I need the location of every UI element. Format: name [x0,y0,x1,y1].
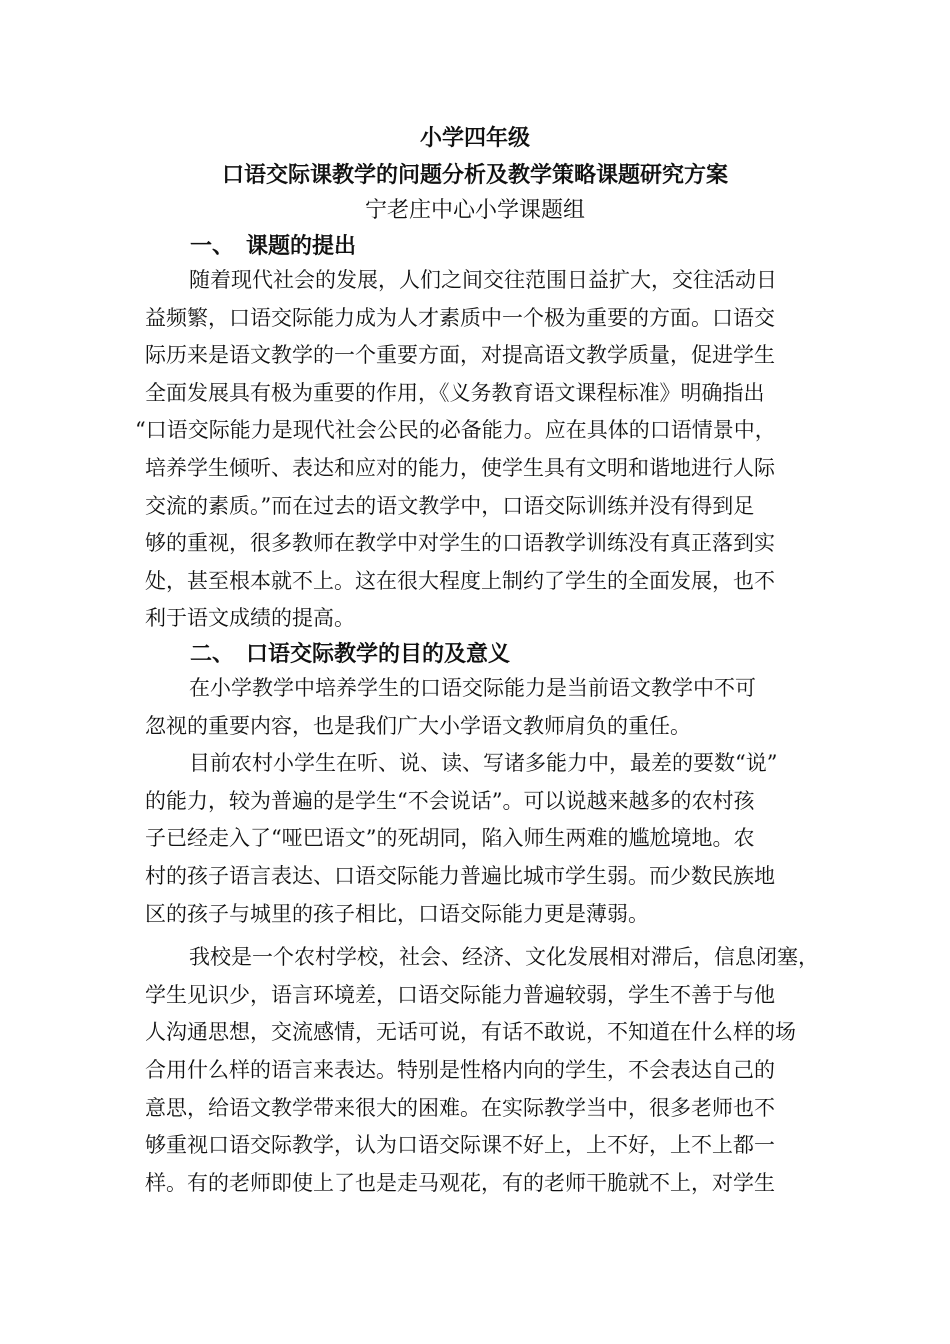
section-number-2: 二、 [190,641,235,667]
paragraph-line: 样。有的老师即使上了也是走马观花，有的老师干脆就不上，对学生 [145,1170,775,1195]
paragraph-line: 区的孩子与城里的孩子相比，口语交际能力更是薄弱。 [145,901,649,926]
paragraph-line: 忽视的重要内容，也是我们广大小学语文教师肩负的重任。 [145,713,691,738]
paragraph-line: 目前农村小学生在听、说、读、写诸多能力中，最差的要数“说” [189,751,778,776]
section-title-1: 课题的提出 [246,233,357,259]
paragraph-line: 我校是一个农村学校，社会、经济、文化发展相对滞后，信息闭塞， [189,945,819,970]
section-number-1: 一、 [190,233,235,259]
paragraph-line: 人沟通思想，交流感情，无话可说，有话不敢说，不知道在什么样的场 [145,1020,796,1045]
document-title-grade: 小学四年级 [419,125,530,151]
paragraph-line: 全面发展具有极为重要的作用，《义务教育语文课程标准》明确指出 [145,380,765,405]
section-title-2: 口语交际教学的目的及意义 [246,641,511,667]
paragraph-line: 合用什么样的语言来表达。特别是性格内向的学生，不会表达自己的 [145,1057,775,1082]
paragraph-line: 的能力，较为普遍的是学生“不会说话”。可以说越来越多的农村孩 [145,788,755,813]
paragraph-line: 处，甚至根本就不上。这在很大程度上制约了学生的全面发展，也不 [145,568,775,593]
paragraph-line: “口语交际能力是现代社会公民的必备能力。应在具体的口语情景中， [135,418,776,443]
paragraph-line: 际历来是语文教学的一个重要方面，对提高语文教学质量，促进学生 [145,343,775,368]
document-title-main: 口语交际课教学的问题分析及教学策略课题研究方案 [221,162,728,188]
paragraph-line: 学生见识少，语言环境差，口语交际能力普遍较弱，学生不善于与他 [145,982,775,1007]
paragraph-line: 利于语文成绩的提高。 [145,606,355,631]
paragraph-line: 交流的素质。”而在过去的语文教学中，口语交际训练并没有得到足 [145,493,755,518]
section-heading-1 [190,231,356,261]
paragraph-line: 够重视口语交际教学，认为口语交际课不好上，上不好，上不上都一 [145,1133,775,1158]
paragraph-line: 村的孩子语言表达、口语交际能力普遍比城市学生弱。而少数民族地 [145,863,775,888]
paragraph-line: 随着现代社会的发展，人们之间交往范围日益扩大，交往活动日 [189,268,777,292]
paragraph-line: 子已经走入了“哑巴语文”的死胡同，陷入师生两难的尴尬境地。农 [145,826,755,851]
paragraph-line: 在小学教学中培养学生的口语交际能力是当前语文教学中不可 [189,676,756,700]
document-author: 宁老庄中心小学课题组 [364,198,585,223]
paragraph-line: 培养学生倾听、表达和应对的能力，使学生具有文明和谐地进行人际 [145,455,775,480]
section-body-2 [145,670,825,1202]
section-heading-2 [190,639,510,669]
paragraph-line: 益频繁，口语交际能力成为人才素质中一个极为重要的方面。口语交 [145,305,775,330]
section-body-1 [135,262,825,638]
paragraph-line: 意思，给语文教学带来很大的困难。在实际教学当中，很多老师也不 [145,1095,775,1120]
paragraph-line: 够的重视，很多教师在教学中对学生的口语教学训练没有真正落到实 [145,531,775,556]
